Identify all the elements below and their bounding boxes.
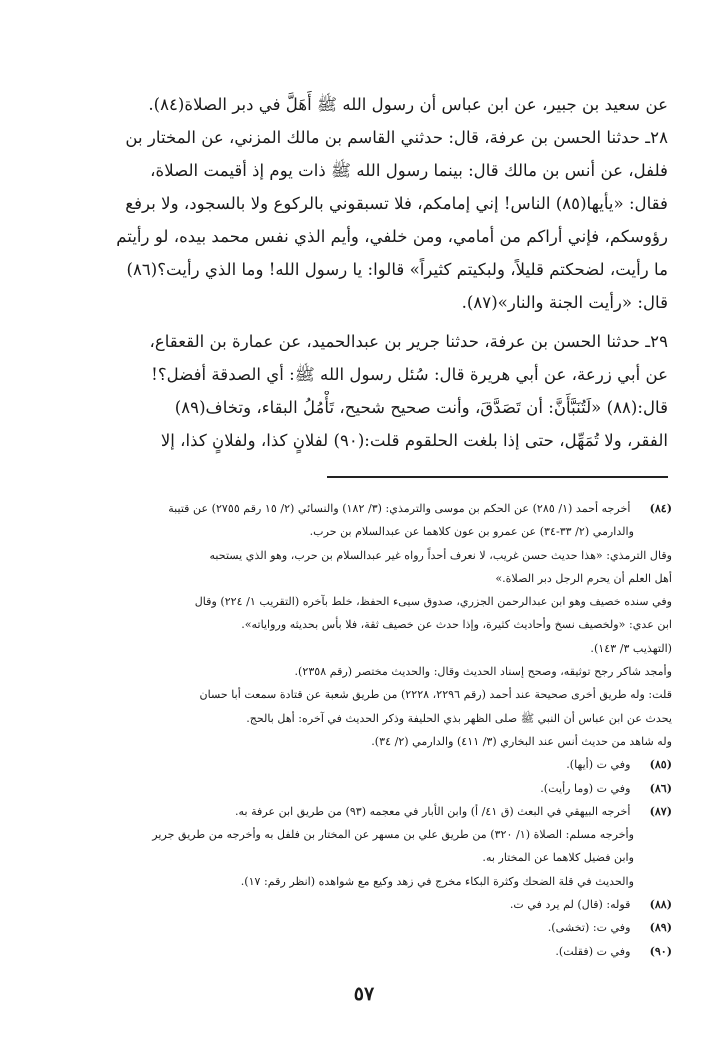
footnote-text: وابن فضيل كلاهما عن المختار به. [482,851,634,865]
footnote-text: وأمجد شاكر رجح توثيقه، وصحح إسناد الحديث وقال: والحديث مختصر (رقم ٢٣٥٨). [294,665,672,679]
footnote-text: وأخرجه مسلم: الصلاة (١/ ٣٢٠) من طريق علي بن مسهر عن المختار بن فلفل به وأخرجه من طريق جرير [152,828,634,842]
footnote-text: (التهذيب ٣/ ١٤٣). [590,641,672,655]
main-text [60,88,668,457]
footnote-line [58,707,672,730]
footnote-text: والدارمي (٢/ ٣٣-٣٤) عن عمرو بن عون كلاهما عن عبدالسلام بن حرب. [309,525,634,539]
footnote-text: وفي ت: (تخشى). [547,921,631,935]
footnote-line [58,846,672,869]
footnote-line [58,520,672,543]
text-line: ٢٨ـ حدثنا الحسن بن عرفة، قال: حدثني القاسم بن مالك المزني، عن المختار بن [125,128,668,147]
footnote-line [58,497,672,520]
footnote-text: ابن عدي: «ولخصيف نسخ وأحاديث كثيرة، وإذا حدث عن خصيف ثقة، فلا بأس بحديثه ورواياته». [241,618,672,632]
footnote-line [58,544,672,567]
text-line: فقال: «يأيها(٨٥) الناس! إني إمامكم، فلا تسبقوني بالركوع ولا بالسجود، ولا برفع [125,194,668,213]
footnote-number: (٨٤) [649,502,672,515]
footnote-number: (٨٩) [649,921,672,935]
footnote-text: وفي ت (فقلت). [555,944,631,958]
footnote-number: (٨٦) [649,781,672,795]
footnote-number: (٨٥) [649,758,672,772]
footnote-line [58,800,672,823]
footnote-text: وقال الترمذي: «هذا حديث حسن غريب، لا نعرف أحداً رواه غير عبدالسلام بن حرب، وهو الذي يستحبه [209,548,672,562]
footnote-text: أخرجه البيهقي في البعث (ق ٤١/ أ) وابن الأبار في معجمه (٩٣) من طريق ابن عرفة به. [235,804,631,818]
footnote-text: قوله: (قال) لم يرد في ت. [509,898,631,912]
text-line: عن أبي زرعة، عن أبي هريرة قال: سُئل رسول الله ﷺ: أي الصدقة أفضل؟! [151,365,668,384]
footnote-text: وفي ت (وما رأيت). [540,781,631,795]
footnote-separator [327,476,668,478]
page-number: ٥٧ [353,983,375,1005]
footnote-line [58,660,672,683]
footnote-text: قلت: وله طريق أخرى صحيحة عند أحمد (رقم ٢٢٩٦، ٢٢٢٨) من طريق شعبة عن قتادة سمعت أبا حسان [199,688,672,702]
text-line: ٢٩ـ حدثنا الحسن بن عرفة، حدثنا جرير بن عبدالحميد، عن عمارة بن القعقاع، [149,332,668,351]
footnote-line [58,823,672,846]
footnote-line [58,870,672,893]
footnote-text: والحديث في قلة الضحك وكثرة البكاء مخرج في زهد وكيع مع شواهده (انظر رقم: ١٧). [240,874,634,888]
footnote-line [58,613,672,636]
text-line: ما رأيت، لضحكتم قليلاً، ولبكيتم كثيراً» قالوا: يا رسول الله! وما الذي رأيت؟(٨٦) [126,260,668,279]
footnote-text: وله شاهد من حديث أنس عند البخاري (٣/ ٤١١) والدارمي (٢/ ٣٤). [371,734,672,748]
footnote-line [58,893,672,916]
footnote-line [58,567,672,590]
footnote-number: (٨٧) [649,804,672,818]
footnote-number: (٨٨) [649,898,672,912]
footnote-line [58,753,672,776]
footnote-text: يحدث عن ابن عباس أن النبي ﷺ صلى الظهر بذي الحليفة وذكر الحديث في آخره: أهل بالحج. [246,711,672,725]
text-line: قال:(٨٨) «لَتُنَبَّأَنَّ: أن تَصَدَّقَ، وأنت صحيح شحيح، تَأْمُلُ البقاء، وتخاف(٨٩) [174,398,668,417]
footnote-text: وفي سنده خصيف وهو ابن عبدالرحمن الجزري، صدوق سيىء الحفظ، خلط بآخره (التقريب ١/ ٢٢٤) وقال [194,595,672,609]
footnote-line [58,940,672,963]
footnote-number: (٩٠) [649,944,672,958]
text-line: رؤوسكم، فإني أراكم من أمامي، ومن خلفي، وأيم الذي نفس محمد بيده، لو رأيتم [116,227,668,246]
footnote-text: وفي ت (أيها). [566,758,631,772]
text-line: فلفل، عن أنس بن مالك قال: بينما رسول الله ﷺ ذات يوم إذ أقيمت الصلاة، [150,161,668,180]
footnote-line [58,916,672,939]
footnote-line [58,730,672,753]
footnote-line [58,777,672,800]
footnote-text: أخرجه أحمد (١/ ٢٨٥) عن الحكم بن موسى والترمذي: (٣/ ١٨٢) والنسائي (٢/ ١٥ رقم ٢٧٥٥) عن قتيبة [168,502,631,515]
footnote-line [58,637,672,660]
text-line: الفقر، ولا تُمَهِّل، حتى إذا بلغت الحلقوم قلت:(٩٠) لفلانٍ كذا، ولفلانٍ كذا، إلا [160,431,668,450]
text-line: قال: «رأيت الجنة والنار»(٨٧). [461,293,668,312]
text-line: عن سعيد بن جبير، عن ابن عباس أن رسول الله ﷺ أَهَلَّ في دبر الصلاة(٨٤). [148,95,668,114]
footnotes [58,497,672,963]
footnote-line [58,590,672,613]
footnote-text: أهل العلم أن يحرم الرجل دبر الصلاة.» [495,571,672,585]
footnote-line [58,683,672,706]
